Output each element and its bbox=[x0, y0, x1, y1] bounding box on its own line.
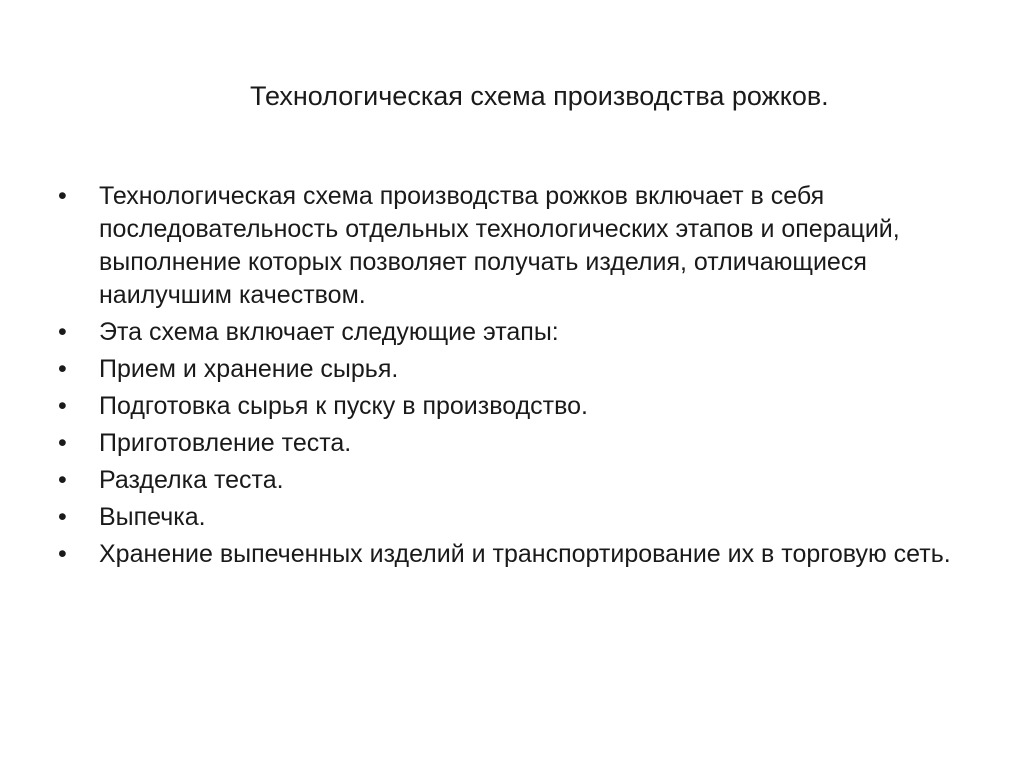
bullet-icon: • bbox=[58, 429, 67, 457]
bullet-icon: • bbox=[58, 355, 67, 383]
list-item bbox=[58, 316, 958, 349]
bullet-list bbox=[58, 180, 958, 575]
list-item-text: Приготовление теста. bbox=[99, 429, 352, 457]
list-item bbox=[58, 427, 958, 460]
bullet-icon: • bbox=[58, 466, 67, 494]
bullet-icon: • bbox=[58, 182, 67, 210]
list-item-text: Хранение выпеченных изделий и транспортирование их в торговую сеть. bbox=[99, 540, 951, 568]
list-item-text: Прием и хранение сырья. bbox=[99, 355, 399, 383]
list-item bbox=[58, 464, 958, 497]
list-item bbox=[58, 538, 958, 571]
list-item-text: Разделка теста. bbox=[99, 466, 284, 494]
list-item bbox=[58, 353, 958, 386]
list-item-text: Выпечка. bbox=[99, 503, 206, 531]
list-item-text: Эта схема включает следующие этапы: bbox=[99, 318, 559, 346]
list-item-text: Подготовка сырья к пуску в производство. bbox=[99, 392, 588, 420]
list-item bbox=[58, 501, 958, 534]
bullet-icon: • bbox=[58, 318, 67, 346]
list-item bbox=[58, 390, 958, 423]
list-item bbox=[58, 180, 958, 312]
bullet-icon: • bbox=[58, 540, 67, 568]
list-item-text: Технологическая схема производства рожков включает в себя последовательность отдельных технологических этапов и операций, выполнение которых позволяет получать изделия, отличающиеся наилучшим качеством. bbox=[99, 182, 900, 309]
slide-title: Технологическая схема производства рожков. bbox=[250, 81, 829, 111]
bullet-icon: • bbox=[58, 392, 67, 420]
bullet-icon: • bbox=[58, 503, 67, 531]
